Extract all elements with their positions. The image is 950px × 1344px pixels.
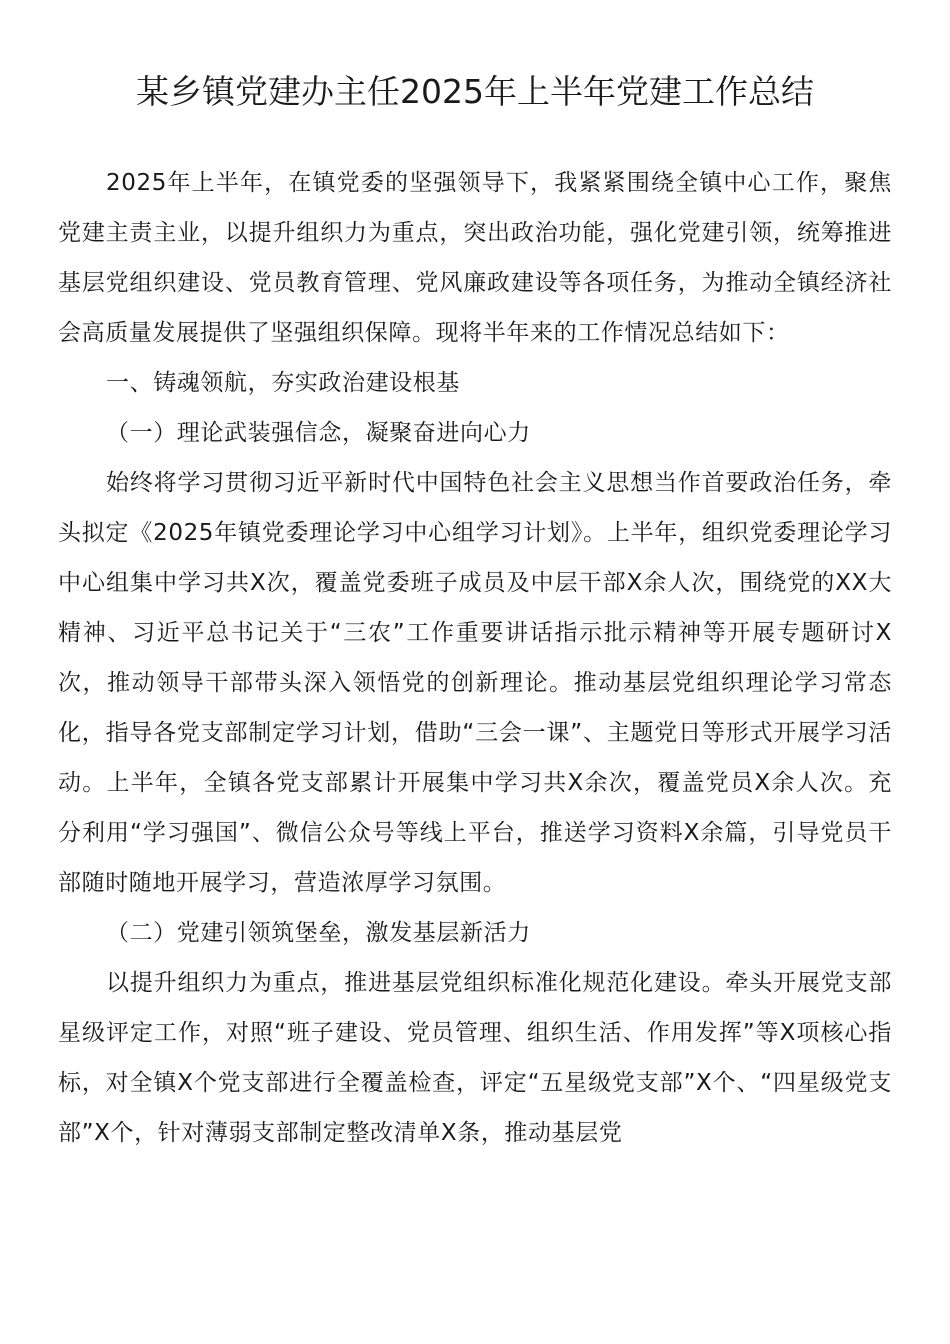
section-heading-1: 一、铸魂领航，夯实政治建设根基 (106, 370, 460, 396)
document-body (58, 158, 892, 1158)
subsection-heading-1: （一）理论武装强信念，凝聚奋进向心力 (106, 420, 531, 446)
subsection-heading-2: （二）党建引领筑堡垒，激发基层新活力 (106, 920, 531, 946)
subsection-paragraph-2: 以提升组织力为重点，推进基层党组织标准化规范化建设。牵头开展党支部星级评定工作，对照“班子建设、党员管理、组织生活、作用发挥”等X项核心指标，对全镇X个党支部进行全覆盖检查，评定“五星级党支部”X个、“四星级党支部”X个，针对薄弱支部制定整改清单X条，推动基层党 (58, 970, 892, 1146)
intro-paragraph: 2025年上半年，在镇党委的坚强领导下，我紧紧围绕全镇中心工作，聚焦党建主责主业，以提升组织力为重点，突出政治功能，强化党建引领，统筹推进基层党组织建设、党员教育管理、党风廉政建设等各项任务，为推动全镇经济社会高质量发展提供了坚强组织保障。现将半年来的工作情况总结如下： (58, 170, 892, 346)
document-title: 某乡镇党建办主任2025年上半年党建工作总结 (136, 72, 814, 111)
subsection-paragraph-1: 始终将学习贯彻习近平新时代中国特色社会主义思想当作首要政治任务，牵头拟定《2025年镇党委理论学习中心组学习计划》。上半年，组织党委理论学习中心组集中学习共X次，覆盖党委班子成员及中层干部X余人次，围绕党的XX大精神、习近平总书记关于“三农”工作重要讲话指示批示精神等开展专题研讨X次，推动领导干部带头深入领悟党的创新理论。推动基层党组织理论学习常态化，指导各党支部制定学习计划，借助“三会一课”、主题党日等形式开展学习活动。上半年，全镇各党支部累计开展集中学习共X余次，覆盖党员X余人次。充分利用“学习强国”、微信公众号等线上平台，推送学习资料X余篇，引导党员干部随时随地开展学习，营造浓厚学习氛围。 (58, 470, 893, 896)
